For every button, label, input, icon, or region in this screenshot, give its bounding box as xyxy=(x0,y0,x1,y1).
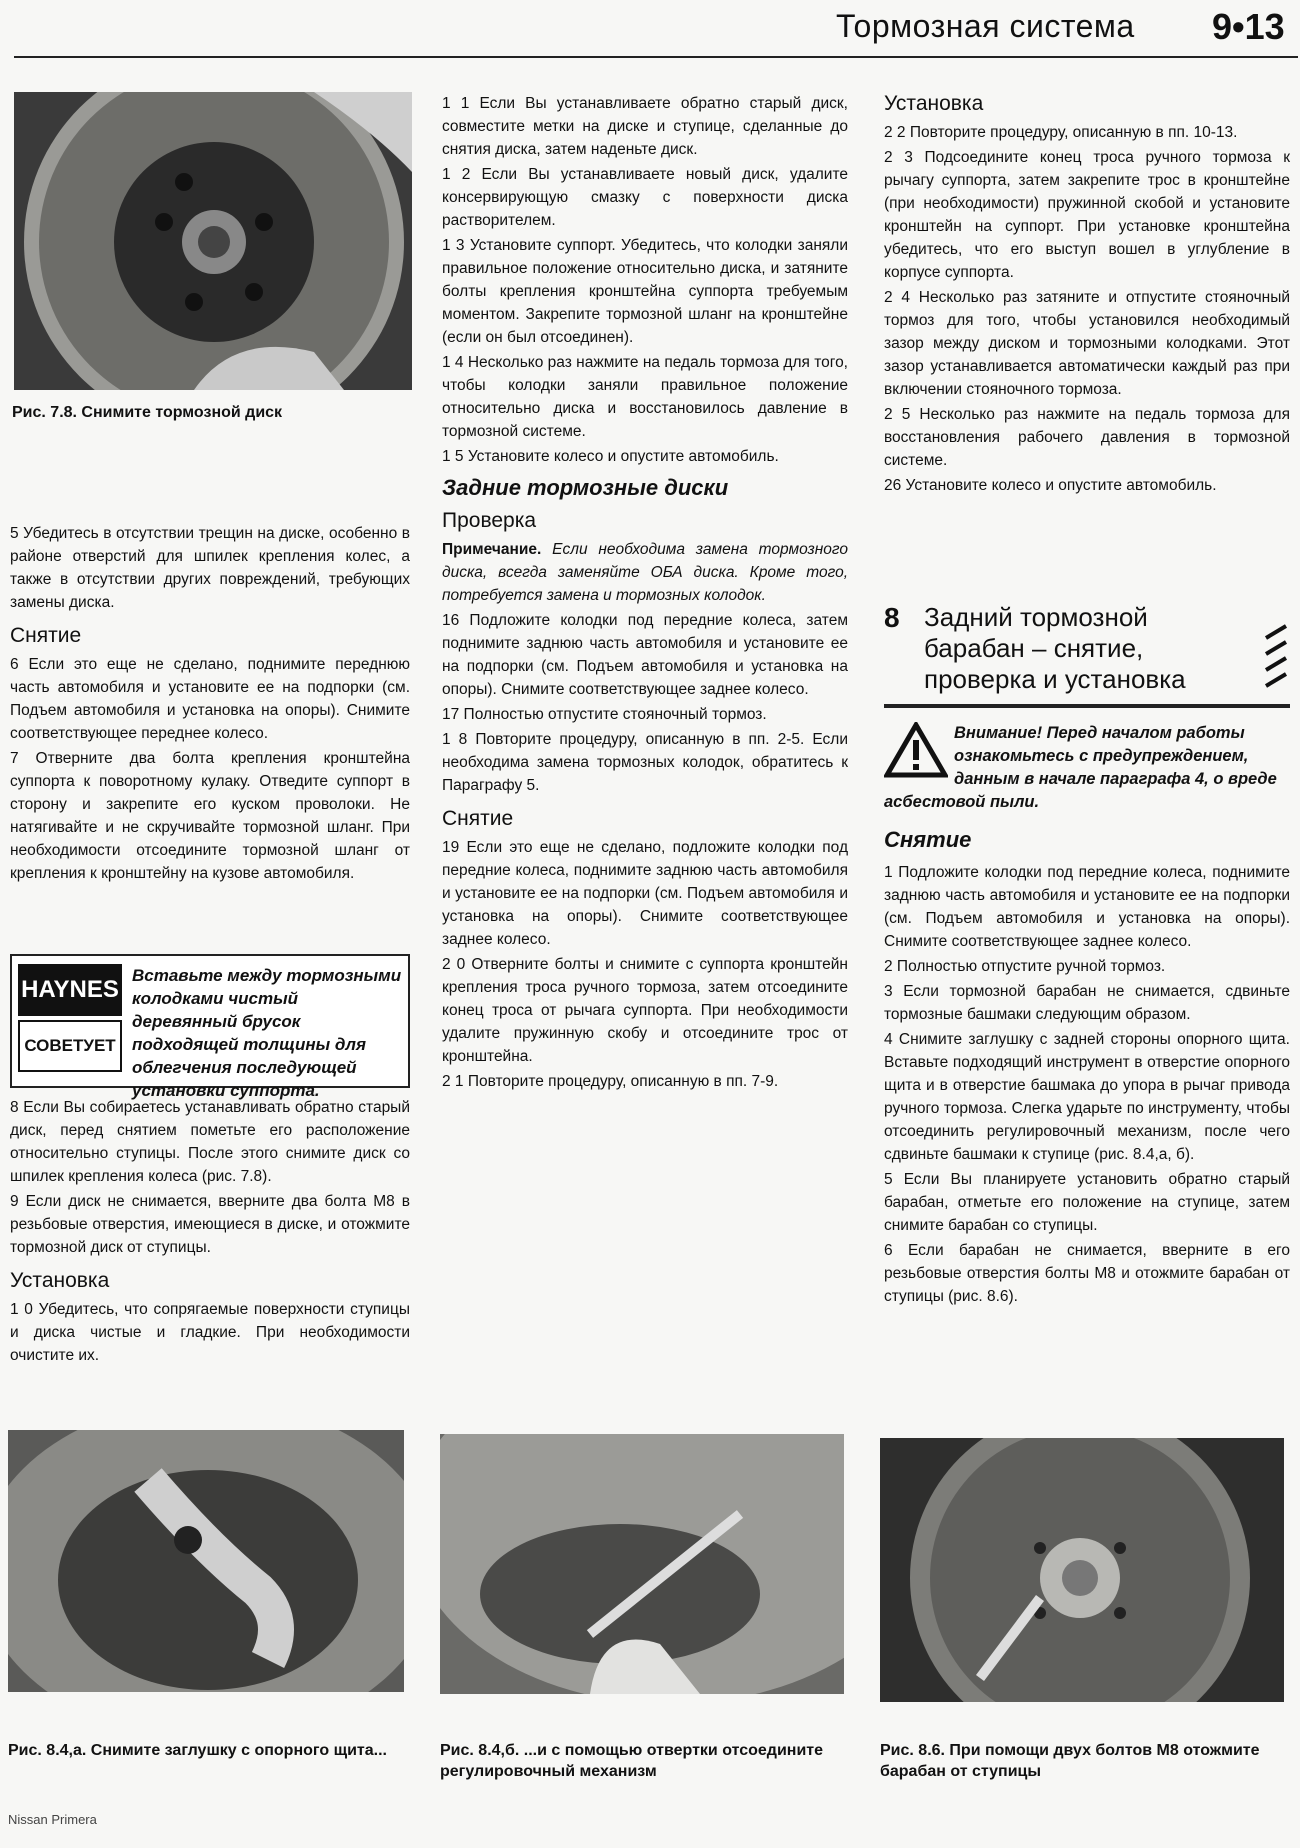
note-text: Если необходима замена тормозного диска, всегда заменяйте ОБА диска. Кроме того, потребуется замена и тормозных колодок. xyxy=(442,541,848,604)
haynes-tip-text: Вставьте между тормозными колодками чистый деревянный брусок подходящей толщины для облегчения последующей установки суппорта. xyxy=(132,966,402,1100)
photo-brake-disc-removal xyxy=(14,92,412,390)
paragraph: 9 Если диск не снимается, вверните два болта М8 в резьбовые отверстия, имеющиеся в диске, и отожмите тормозной диск от ступицы. xyxy=(10,1193,410,1256)
page-number: 9•13 xyxy=(1212,6,1285,47)
column-2 xyxy=(442,92,848,1095)
figure-caption-c: Рис. 8.6. При помощи двух болтов М8 отожмите барабан от ступицы xyxy=(880,1742,1260,1780)
paragraph: 4 Снимите заглушку с задней стороны опорного щита. Вставьте подходящий инструмент в отверстие опорного щита и в отверстие башмака до упора в рычаг привода ручного тормоза. Слегка ударьте по инструменту, чтобы отсоединить регулировочный механизм, после чего сдвиньте башмаки к ступице (рис. 8.4,а, б). xyxy=(884,1031,1290,1163)
paragraph: 1 1 Если Вы устанавливаете обратно старый диск, совместите метки на диске и ступице, сделанные до снятия диска, затем наденьте диск. xyxy=(442,95,848,158)
paragraph: 1 5 Установите колесо и опустите автомобиль. xyxy=(442,448,779,465)
paragraph: 16 Подложите колодки под передние колеса, затем поднимите заднюю часть автомобиля и установите ее на подпорки (см. Подъем автомобиля и установка на опоры). Снимите соответствующее заднее колесо. xyxy=(442,612,848,698)
page-footer: Nissan Primera xyxy=(8,1812,97,1827)
paragraph: 2 4 Несколько раз затяните и отпустите стояночный тормоз для того, чтобы установился необходимый зазор между диском и тормозными колодками. Этот зазор устанавливается автоматически каждый раз при включении стояночного тормоза. xyxy=(884,289,1290,398)
paragraph: 1 Подложите колодки под передние колеса, поднимите заднюю часть автомобиля и установите ее на подпорки (см. Подъем автомобиля и установка на опоры). Снимите соответствующее заднее колесо. xyxy=(884,864,1290,950)
subheading: Снятие xyxy=(884,827,972,852)
paragraph: 5 Если Вы планируете установить обратно старый барабан, отметьте его положение на ступице, затем снимите барабан со ступицы. xyxy=(884,1171,1290,1234)
photo-screwdriver-adjuster xyxy=(440,1434,844,1694)
paragraph: 2 2 Повторите процедуру, описанную в пп. 10-13. xyxy=(884,124,1238,141)
paragraph: 26 Установите колесо и опустите автомобиль. xyxy=(884,477,1217,494)
photo-backplate-plug xyxy=(8,1430,404,1692)
haynes-logo xyxy=(18,964,122,1074)
subheading: Проверка xyxy=(442,509,537,532)
subheading: Установка xyxy=(884,92,984,115)
column-1-lower xyxy=(10,1096,410,1369)
figure-caption-b: Рис. 8.4,б. ...и с помощью отвертки отсоедините регулировочный механизм xyxy=(440,1742,824,1780)
paragraph: 7 Отверните два болта крепления кронштейна суппорта к поворотному кулаку. Отведите суппорт в сторону и закрепите его куском проволоки. Не натягивайте и не скручивайте тормозной шланг. При необходимости отсоедините тормозной шланг от крепления к кронштейну на кузове автомобиля. xyxy=(10,750,410,882)
paragraph: 6 Если это еще не сделано, поднимите переднюю часть автомобиля и установите ее на подпорки (см. Подъем автомобиля и установка на опоры). Снимите соответствующее переднее колесо. xyxy=(10,656,410,742)
paragraph: 1 4 Несколько раз нажмите на педаль тормоза для того, чтобы колодки заняли правильное положение относительно диска и восстановилось давление в тормозной системе. xyxy=(442,354,848,440)
paragraph: 3 Если тормозной барабан не снимается, сдвиньте тормозные башмаки следующим образом. xyxy=(884,983,1290,1023)
paragraph: 17 Полностью отпустите стояночный тормоз. xyxy=(442,706,767,723)
warning-triangle-icon xyxy=(884,722,948,778)
paragraph: 6 Если барабан не снимается, вверните в его резьбовые отверстия болты М8 и отожмите барабан от ступицы (рис. 8.6). xyxy=(884,1242,1290,1305)
paragraph: 2 1 Повторите процедуру, описанную в пп. 7-9. xyxy=(442,1073,779,1090)
haynes-tip-box xyxy=(10,954,410,1100)
subheading: Установка xyxy=(10,1269,110,1292)
paragraph: 2 0 Отверните болты и снимите с суппорта кронштейн крепления троса ручного тормоза, затем отсоедините конец троса от рычага суппорта. При необходимости удалите пружинную скобу и отсоедините трос от кронштейна. xyxy=(442,956,848,1065)
warning-box xyxy=(884,722,1290,814)
figure-caption-a: Рис. 8.4,а. Снимите заглушку с опорного щита... xyxy=(8,1742,387,1759)
section-title: Задний тормозной барабан – снятие, проверка и установка xyxy=(924,602,1186,694)
paragraph: 1 8 Повторите процедуру, описанную в пп. 2-5. Если необходима замена тормозных колодок, обратитесь к Параграфу 5. xyxy=(442,731,848,794)
paragraph: 2 3 Подсоедините конец троса ручного тормоза к рычагу суппорта, затем закрепите трос в кронштейне (при необходимости) пружинной скобой и установите кронштейн на суппорт. При установке кронштейна убедитесь, что его выступ вошел в углубление в корпусе суппорта. xyxy=(884,149,1290,281)
figure-caption: Рис. 7.8. Снимите тормозной диск xyxy=(12,404,283,421)
paragraph: 8 Если Вы собираетесь устанавливать обратно старый диск, перед снятием пометьте его расположение относительно ступицы. После этого снимите диск со шпилек крепления колеса (рис. 7.8). xyxy=(10,1099,410,1185)
section-number: 8 xyxy=(884,602,900,633)
note xyxy=(442,538,848,607)
difficulty-hatch-icon xyxy=(1262,618,1290,698)
column-3 xyxy=(884,92,1290,499)
chapter-title: Тормозная система xyxy=(836,8,1135,44)
paragraph: 1 0 Убедитесь, что сопрягаемые поверхности ступицы и диска чистые и гладкие. При необходимости очистите их. xyxy=(10,1301,410,1364)
photo-drum-bolts xyxy=(880,1438,1284,1702)
paragraph: 1 3 Установите суппорт. Убедитесь, что колодки заняли правильное положение относительно диска, и затяните болты крепления кронштейна суппорта требуемым моментом. Закрепите тормозной шланг на кронштейне (если он был отсоединен). xyxy=(442,237,848,346)
subheading: Снятие xyxy=(10,624,82,647)
section-8-heading xyxy=(884,598,1290,708)
paragraph: 19 Если это еще не сделано, подложите колодки под передние колеса, поднимите заднюю часть автомобиля и установите ее на подпорки (см. Подъем автомобиля и установка на опоры). Снимите соответствующее заднее колесо. xyxy=(442,839,848,948)
paragraph: 1 2 Если Вы устанавливаете новый диск, удалите консервирующую смазку с поверхности диска растворителем. xyxy=(442,166,848,229)
page-header xyxy=(14,0,1298,58)
paragraph: 2 5 Несколько раз нажмите на педаль тормоза для восстановления рабочего давления в тормозной системе. xyxy=(884,406,1290,469)
column-1 xyxy=(10,522,410,887)
note-label: Примечание. xyxy=(442,541,542,558)
haynes-logo-sub: СОВЕТУЕТ xyxy=(18,1020,122,1072)
paragraph: 2 Полностью отпустите ручной тормоз. xyxy=(884,958,1166,975)
haynes-logo-text: HAYNES xyxy=(18,964,122,1016)
section-heading: Задние тормозные диски xyxy=(442,475,729,500)
column-3-lower xyxy=(884,828,1290,1310)
paragraph: 5 Убедитесь в отсутствии трещин на диске, особенно в районе отверстий для шпилек крепления колес, а также в отсутствии других повреждений, требующих замены диска. xyxy=(10,525,410,611)
warning-text: Внимание! Перед началом работы ознакомьтесь с предупреждением, данным в начале параграфа 4, о вреде асбестовой пыли. xyxy=(884,724,1277,811)
subheading: Снятие xyxy=(442,807,514,830)
